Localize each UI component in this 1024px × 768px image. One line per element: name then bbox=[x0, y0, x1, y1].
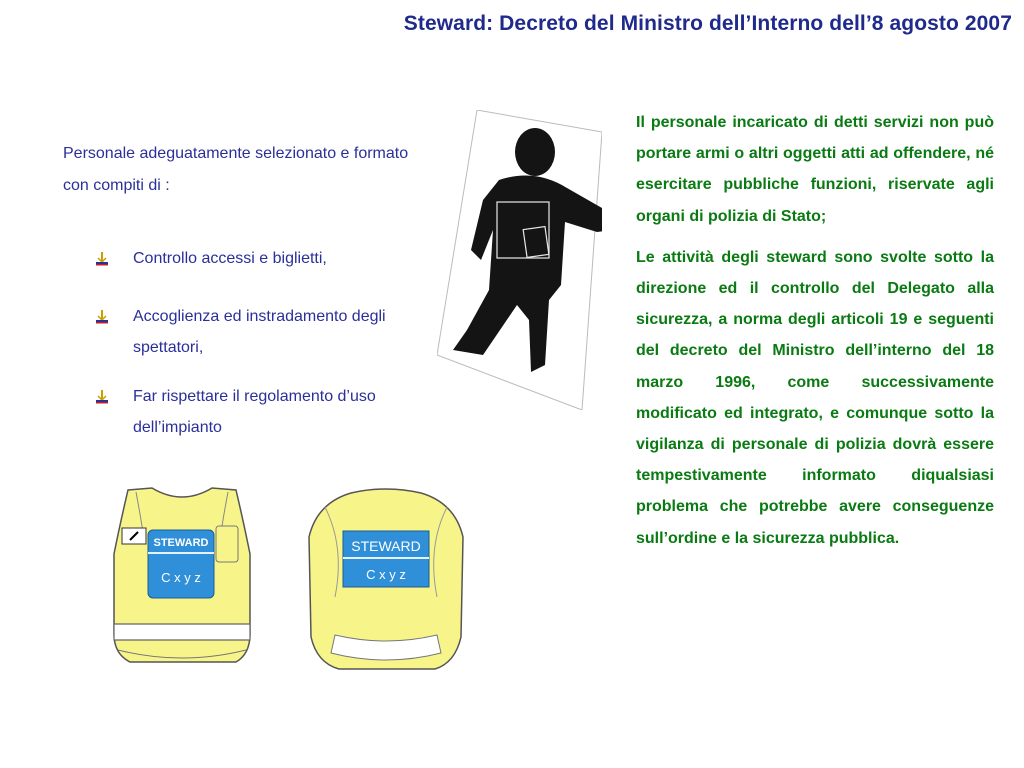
paragraph: Le attività degli steward sono svolte sotto la direzione ed il controllo del Delegato alla sicurezza, a norma degli articoli 19 e seguenti del decreto del Ministro dell’interno del 18 marzo 1996, come successivamente modificato ed integrato, e comunque sotto la vigilanza di personale di polizia dovrà essere tempestivamente informato diqualsiasi problema che potrebbe avere conseguenze sull’ordine e la sicurezza pubblica. bbox=[636, 248, 994, 547]
bullet-text: Far rispettare il regolamento d’uso dell’impianto bbox=[133, 388, 376, 436]
duties-list bbox=[90, 243, 430, 470]
list-item bbox=[90, 381, 430, 443]
vest-front-code: C x y z bbox=[161, 570, 201, 585]
vest-front-label: STEWARD bbox=[153, 537, 209, 549]
intro-text: Personale adeguatamente selezionato e formato con compiti di : bbox=[63, 145, 409, 194]
vest-back-label: STEWARD bbox=[351, 538, 421, 554]
bullet-icon bbox=[95, 310, 109, 324]
list-item bbox=[90, 243, 430, 274]
vest-back-code: C x y z bbox=[366, 567, 406, 582]
slide-title: Steward: Decreto del Ministro dell’Interno dell’8 agosto 2007 bbox=[403, 12, 1012, 35]
steward-silhouette-image bbox=[437, 110, 602, 410]
regulation-text bbox=[636, 107, 994, 564]
bullet-icon bbox=[95, 252, 109, 266]
bullet-text: Controllo accessi e biglietti, bbox=[133, 250, 327, 267]
bullet-text: Accoglienza ed instradamento degli spettatori, bbox=[133, 308, 386, 356]
vest-back-image bbox=[305, 487, 467, 677]
paragraph: Il personale incaricato di detti servizi non può portare armi o altri oggetti atti ad offendere, né esercitare pubbliche funzioni, riservate agli organi di polizia di Stato; bbox=[636, 114, 994, 225]
bullet-icon bbox=[95, 390, 109, 404]
vest-front-image bbox=[108, 484, 256, 670]
list-item bbox=[90, 301, 430, 363]
